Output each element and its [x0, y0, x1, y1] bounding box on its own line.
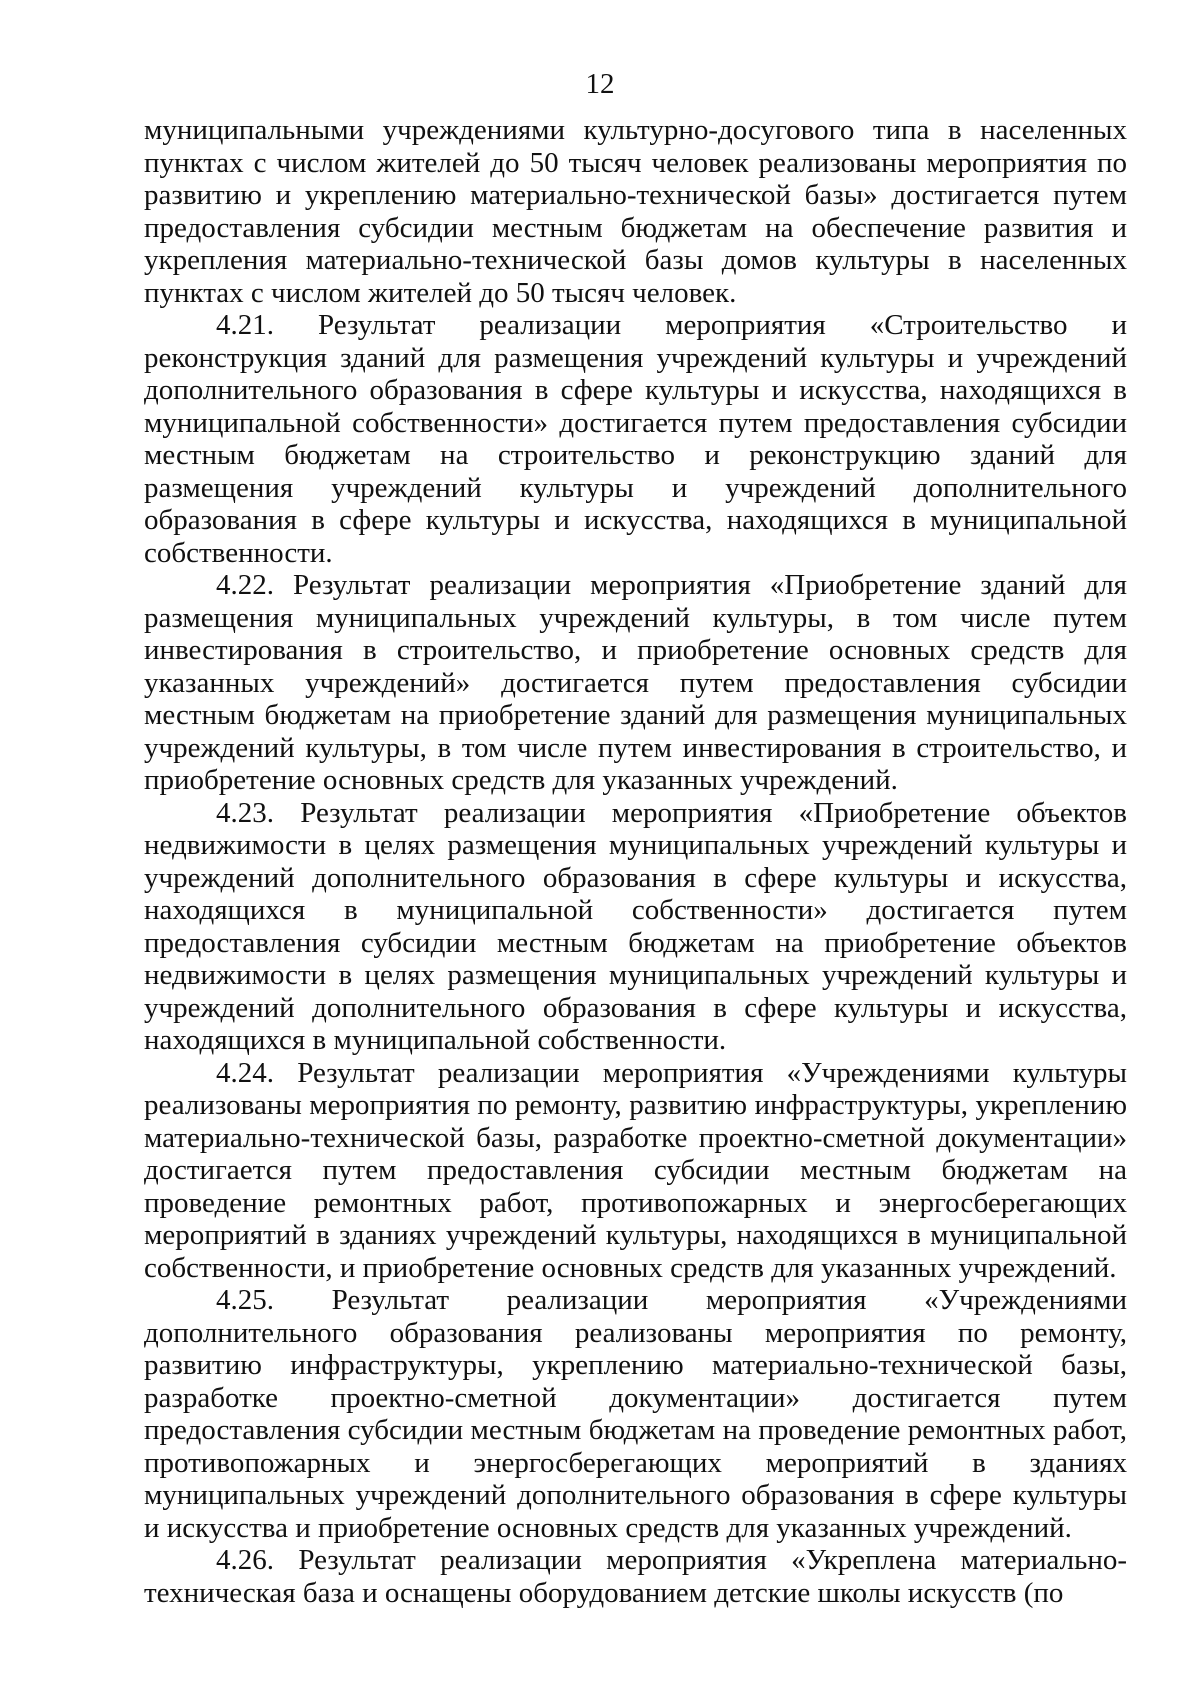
paragraph-4-22: 4.22. Результат реализации мероприятия «Приобретение зданий для размещения муниципальных учреждений культуры, в том числе путем инвестирования в строительство, и приобретение основных средств для указанных учреждений» достигается путем предоставления субсидии местным бюджетам на приобретение зданий для размещения муниципальных учреждений культуры, в том числе путем инвестирования в строительство, и приобретение основных средств для указанных учреждений. — [144, 569, 1127, 796]
document-body — [144, 114, 1127, 1609]
paragraph-4-25: 4.25. Результат реализации мероприятия «Учреждениями дополнительного образования реализованы мероприятия по ремонту, развитию инфраструктуры, укреплению материально-технической базы, разработке проектно-сметной документации» достигается путем предоставления субсидии местным бюджетам на проведение ремонтных работ, противопожарных и энергосберегающих мероприятий в зданиях муниципальных учреждений дополнительного образования в сфере культуры и искусства и приобретение основных средств для указанных учреждений. — [144, 1284, 1127, 1544]
paragraph-4-26: 4.26. Результат реализации мероприятия «Укреплена материально-техническая база и оснащены оборудованием детские школы искусств (по — [144, 1544, 1127, 1609]
paragraph-4-23: 4.23. Результат реализации мероприятия «Приобретение объектов недвижимости в целях размещения муниципальных учреждений культуры и учреждений дополнительного образования в сфере культуры и искусства, находящихся в муниципальной собственности» достигается путем предоставления субсидии местным бюджетам на приобретение объектов недвижимости в целях размещения муниципальных учреждений культуры и учреждений дополнительного образования в сфере культуры и искусства, находящихся в муниципальной собственности. — [144, 796, 1127, 1056]
paragraph-continuation: муниципальными учреждениями культурно-досугового типа в населенных пунктах с числом жителей до 50 тысяч человек реализованы мероприятия по развитию и укреплению материально-технической базы» достигается путем предоставления субсидии местным бюджетам на обеспечение развития и укрепления материально-технической базы домов культуры в населенных пунктах с числом жителей до 50 тысяч человек. — [144, 114, 1127, 309]
paragraph-4-24: 4.24. Результат реализации мероприятия «Учреждениями культуры реализованы мероприятия по ремонту, развитию инфраструктуры, укреплению материально-технической базы, разработке проектно-сметной документации» достигается путем предоставления субсидии местным бюджетам на проведение ремонтных работ, противопожарных и энергосберегающих мероприятий в зданиях учреждений культуры, находящихся в муниципальной собственности, и приобретение основных средств для указанных учреждений. — [144, 1056, 1127, 1284]
paragraph-4-21: 4.21. Результат реализации мероприятия «Строительство и реконструкция зданий для размещения учреждений культуры и учреждений дополнительного образования в сфере культуры и искусства, находящихся в муниципальной собственности» достигается путем предоставления субсидии местным бюджетам на строительство и реконструкцию зданий для размещения учреждений культуры и учреждений дополнительного образования в сфере культуры и искусства, находящихся в муниципальной собственности. — [144, 309, 1127, 569]
page-number: 12 — [585, 68, 615, 100]
